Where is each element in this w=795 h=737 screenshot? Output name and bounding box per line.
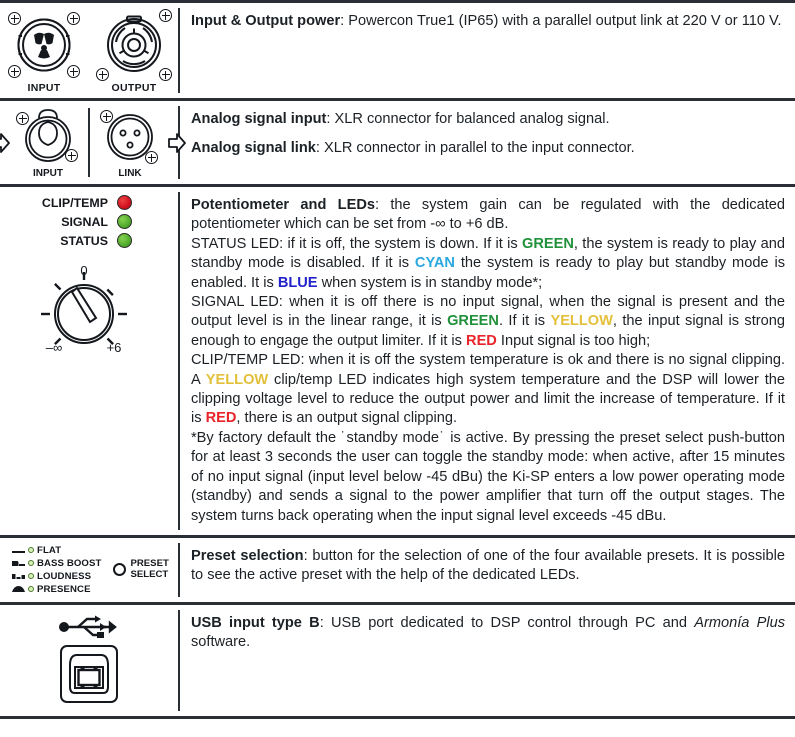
preset-label: LOUDNESS [37,570,92,582]
powercon-connectors-illustration [0,3,178,98]
preset-led-icon [28,573,34,579]
analog-input-lead: Analog signal input [191,111,327,127]
power-body: : Powercon True1 (IP65) with a parallel output link at 220 V or 110 V. [340,13,782,29]
power-description [180,3,795,98]
connector-label: OUTPUT [111,82,157,94]
connector-label: LINK [118,168,142,179]
preset-description [180,538,795,602]
pot-lead: Potentiometer and LEDs [191,197,375,213]
preset-select-line1: PRESET [130,558,169,570]
preset-indicator-presence [12,584,101,595]
software-name: Armonía Plus [694,614,785,631]
usb-symbol-icon [56,614,122,640]
keyword-red: RED [205,410,237,427]
analog-input-body: : XLR connector for balanced analog signal. [326,111,610,127]
signal-led-icon [117,214,132,229]
preset-indicator-flat [12,545,101,556]
led-and-knob-illustration [0,187,178,535]
keyword-green: GREEN [522,235,574,252]
led-indicator-signal [61,214,132,229]
preset-led-icon [28,560,34,566]
usb-lead: USB input type B [191,614,320,631]
preset-led-icon [28,586,34,592]
row-input-output-power [0,0,795,101]
eq-presence-icon [12,585,25,593]
usb-body-2: software. [191,634,251,651]
usb-type-b-connector-icon [58,643,120,705]
svg-text:–∞: –∞ [45,340,63,354]
clip-led-text-3: , there is an output signal clipping. [236,410,458,427]
xlr-link-connector [97,106,163,179]
analog-description [180,101,795,184]
xlr-input-connector [15,106,81,179]
icon-divider [88,108,90,177]
keyword-green: GREEN [447,313,499,330]
pot-body: : the system gain can be regulated with the dedicated potentiometer which can be set from -∞ to +6 dB. [191,197,785,233]
led-label: SIGNAL [61,214,108,229]
keyword-yellow: YELLOW [550,313,613,330]
status-led-icon [117,233,132,248]
clip-led-text-1: CLIP/TEMP LED: when it is off the system temperature is ok and there is no signal clipping. A [191,352,785,388]
connector-label: INPUT [33,168,63,179]
led-label: STATUS [60,233,108,248]
preset-label: PRESENCE [37,583,91,595]
preset-select-line2: SELECT [130,568,169,580]
signal-led-text-3: , the input signal is strong enough to engage the output limiter. If it is [191,313,785,349]
keyword-blue: BLUE [277,274,318,291]
clip-led-text-2: clip/temp LED indicates high system temperature and the DSP will lower the clipping voltage level to reduce the output power and limit the increase of temperature. If it is [191,371,786,427]
preset-select-button[interactable] [113,559,168,580]
status-led-text-2: , the system is ready to play and standby mode is disabled. If it is [191,235,786,272]
signal-led-text-4: Input signal is too high; [496,332,651,349]
eq-bass-boost-icon [12,559,25,567]
standby-footnote: *By factory default the ˙standby mode˙ is active. By pressing the preset select push-button for at least 3 seconds the user can toggle the standby mode: when active, after 15 minutes of no input signal (input level below -45 dBu) the Ki-SP enters a low power operating mode (standby) and sends a signal to the power amplifier that turn off the output stages. The system turns back operating when the input signal level exceeds -45 dBu. [191,429,785,524]
clip-temp-led-icon [117,195,132,210]
row-analog-signal [0,101,795,187]
row-preset-selection [0,538,795,605]
keyword-yellow: YELLOW [205,371,269,388]
analog-link-lead: Analog signal link [191,140,316,157]
connector-label: INPUT [27,82,61,94]
preset-led-icon [28,547,34,553]
potentiometer-description [180,187,795,535]
led-indicator-clip-temp [42,195,132,210]
row-potentiometer-leds [0,187,795,538]
gain-potentiometer-knob[interactable] [0,262,178,354]
arrow-right-icon [167,132,187,154]
arrow-right-icon [0,132,11,154]
xlr-connectors-illustration [0,101,178,184]
preset-body: : button for the selection of one of the four available presets. It is possible to see the active preset with the help of the dedicated LEDs. [191,547,785,584]
status-led-text-3: the system is ready to play but standby mode is enabled. It is [191,255,785,291]
keyword-red: RED [466,332,497,349]
powercon-input-connector [8,9,80,94]
preset-label: BASS BOOST [37,557,102,569]
preset-indicator-bass-boost [12,558,101,569]
usb-port-illustration [0,605,178,716]
usb-body-1: : USB port dedicated to DSP control through PC and [319,614,695,631]
preset-leds-illustration [0,538,178,602]
svg-text:+6: +6 [106,340,122,354]
eq-loudness-icon [12,572,25,580]
led-indicator-status [60,233,132,248]
preset-label: FLAT [37,544,62,556]
keyword-cyan: CYAN [414,255,455,272]
powercon-output-connector [98,9,170,94]
preset-lead: Preset selection [191,547,304,564]
preset-indicator-loudness [12,571,101,582]
signal-led-text-2: . If it is [498,313,551,330]
eq-flat-icon [12,546,25,554]
status-led-text-1: STATUS LED: if it is off, the system is down. If it is [191,235,523,252]
row-usb-input [0,605,795,719]
led-label: CLIP/TEMP [41,195,108,210]
push-button-icon[interactable] [113,563,126,576]
status-led-text-4: when system is in standby mode*; [317,274,543,291]
power-lead: Input & Output power [191,13,341,29]
signal-led-text-1: SIGNAL LED: when it is off there is no input signal, when the signal is present and the output level is in the linear range, it is [191,294,785,330]
svg-text:0: 0 [80,263,88,278]
analog-link-body: : XLR connector in parallel to the input connector. [315,140,635,157]
usb-description [180,605,795,716]
